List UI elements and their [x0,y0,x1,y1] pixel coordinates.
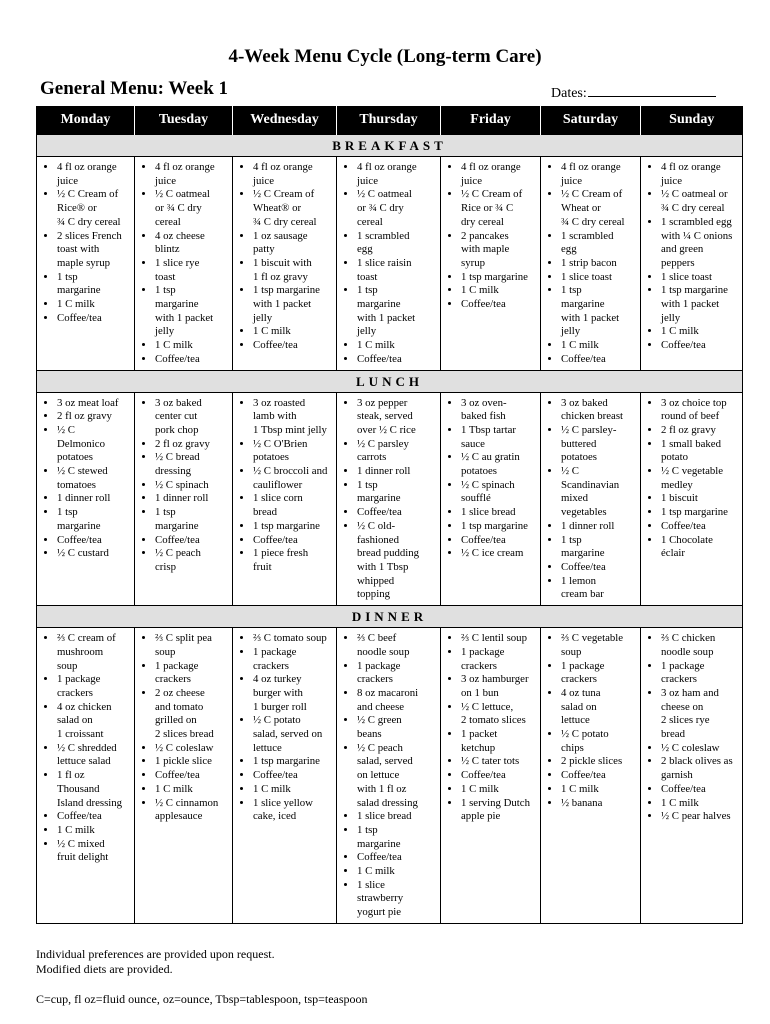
menu-item: • Coffee/tea [461,534,538,548]
menu-item: • ½ C oatmeal or ¾ C dry cereal [661,188,740,215]
menu-item: • 1 package crackers [661,660,740,687]
menu-item: • Coffee/tea [253,769,334,783]
lunch-cell-saturday [541,392,641,606]
menu-item-list [545,632,638,810]
menu-item: • ½ C Cream of Wheat® or ¾ C dry cereal [253,188,334,229]
menu-item: • Coffee/tea [661,520,740,534]
menu-item: • 4 fl oz orange juice [357,161,438,188]
menu-item: • 1 tsp margarine [57,271,132,298]
breakfast-cell-saturday [541,157,641,371]
menu-item: • 4 oz chicken salad on 1 croissant [57,701,132,742]
section-header-lunch: LUNCH [37,370,743,392]
menu-item: • ½ C Scandinavian mixed vegetables [561,465,638,520]
section-header-breakfast: BREAKFAST [37,135,743,157]
menu-item-list [341,161,438,367]
menu-item: • ½ C peach salad, served on lettuce with 1 fl oz salad dressing [357,742,438,811]
menu-item: • 1 slice yellow cake, iced [253,797,334,824]
breakfast-cell-tuesday [135,157,233,371]
menu-item-list [139,161,230,367]
menu-item: • ½ C Cream of Wheat or ¾ C dry cereal [561,188,638,229]
menu-item: • 3 oz ham and cheese on 2 slices rye bread [661,687,740,742]
menu-item: • 1 package crackers [357,660,438,687]
menu-item: • ⅔ C lentil soup [461,632,538,646]
dates-field [551,83,716,102]
menu-item: • 4 oz tuna salad on lettuce [561,687,638,728]
menu-item: • ½ C potato salad, served on lettuce [253,714,334,755]
menu-item: • 3 oz baked center cut pork chop [155,397,230,438]
menu-item: • ⅔ C beef noodle soup [357,632,438,659]
menu-item: • Coffee/tea [253,339,334,353]
menu-item: • 2 oz cheese and tomato grilled on 2 slices bread [155,687,230,742]
menu-item: • 4 fl oz orange juice [661,161,740,188]
menu-item: • Coffee/tea [155,353,230,367]
menu-item: • 8 oz macaroni and cheese [357,687,438,714]
menu-item: • Coffee/tea [561,353,638,367]
menu-item: • ½ banana [561,797,638,811]
menu-item: • ½ C bread dressing [155,451,230,478]
menu-item: • ½ C tater tots [461,755,538,769]
menu-item: • ½ C vegetable medley [661,465,740,492]
menu-row-breakfast [37,157,743,371]
menu-item: • Coffee/tea [357,851,438,865]
menu-item: • 1 slice bread [357,810,438,824]
menu-item: • 3 oz baked chicken breast [561,397,638,424]
menu-item: • 1 slice bread [461,506,538,520]
menu-item: • ⅔ C vegetable soup [561,632,638,659]
menu-item: • 1 tsp margarine with 1 packet jelly [357,284,438,339]
menu-item: • Coffee/tea [661,783,740,797]
breakfast-cell-friday [441,157,541,371]
menu-item: • Coffee/tea [57,810,132,824]
menu-item: • 1 small baked potato [661,438,740,465]
day-header-tuesday: Tuesday [135,106,233,135]
dinner-cell-tuesday [135,628,233,924]
day-header-row [37,106,743,135]
menu-item: • 1 package crackers [461,646,538,673]
menu-item-list [445,632,538,824]
day-header-thursday: Thursday [337,106,441,135]
menu-item: • ½ C ice cream [461,547,538,561]
menu-item: • ½ C coleslaw [661,742,740,756]
menu-item: • Coffee/tea [461,298,538,312]
lunch-cell-friday [441,392,541,606]
menu-item: • ½ C mixed fruit delight [57,838,132,865]
menu-item: • 1 lemon cream bar [561,575,638,602]
menu-item: • 1 C milk [253,783,334,797]
dinner-cell-sunday [641,628,743,924]
menu-item: • ⅔ C tomato soup [253,632,334,646]
menu-item-list [139,397,230,575]
menu-item: • 4 fl oz orange juice [253,161,334,188]
menu-item: • ½ C old- fashioned bread pudding with 1 Tbsp whipped topping [357,520,438,602]
menu-item: • 1 tsp margarine [253,755,334,769]
menu-item: • 1 tsp margarine [155,506,230,533]
day-header-saturday: Saturday [541,106,641,135]
menu-subtitle: General Menu: Week 1 [40,78,229,99]
menu-item-list [645,161,740,353]
lunch-cell-wednesday [233,392,337,606]
menu-item: • ½ C Cream of Rice® or ¾ C dry cereal [57,188,132,229]
menu-item: • ½ C coleslaw [155,742,230,756]
menu-item: • ½ C stewed tomatoes [57,465,132,492]
menu-item: • 1 slice corn bread [253,492,334,519]
menu-item: • Coffee/tea [155,534,230,548]
menu-item: • ½ C broccoli and cauliflower [253,465,334,492]
menu-item: • ½ C oatmeal or ¾ C dry cereal [155,188,230,229]
menu-item: • 1 slice toast [561,271,638,285]
menu-item: • 1 C milk [357,865,438,879]
menu-item: • ½ C spinach soufflé [461,479,538,506]
menu-row-lunch [37,392,743,606]
menu-item: • 1 tsp margarine [561,534,638,561]
footer-diets-note: Modified diets are provided. [36,962,173,976]
menu-item: • ½ C parsley- buttered potatoes [561,424,638,465]
menu-item: • 1 dinner roll [57,492,132,506]
menu-item: • 3 oz pepper steak, served over ½ C rice [357,397,438,438]
menu-item: • 1 tsp margarine with 1 packet jelly [155,284,230,339]
menu-item: • Coffee/tea [357,506,438,520]
menu-item: • 1 strip bacon [561,257,638,271]
menu-item: • 1 tsp margarine with 1 packet jelly [661,284,740,325]
menu-item: • 1 slice raisin toast [357,257,438,284]
menu-item: • ½ C green beans [357,714,438,741]
menu-item-list [545,397,638,603]
menu-item: • 3 oz roasted lamb with 1 Tbsp mint jelly [253,397,334,438]
dates-blank-line [588,83,716,97]
menu-item: • 4 oz turkey burger with 1 burger roll [253,673,334,714]
menu-item: • Coffee/tea [357,353,438,367]
menu-item-list [237,632,334,824]
menu-item: • ½ C O'Brien potatoes [253,438,334,465]
menu-item: • ½ C custard [57,547,132,561]
menu-item: • Coffee/tea [253,534,334,548]
dinner-cell-thursday [337,628,441,924]
footer-preferences-note: Individual preferences are provided upon request. [36,947,275,961]
breakfast-cell-sunday [641,157,743,371]
day-header-wednesday: Wednesday [233,106,337,135]
menu-item: • 2 fl oz gravy [661,424,740,438]
menu-item: • Coffee/tea [561,769,638,783]
menu-item: • 1 scrambled egg with ¼ C onions and green peppers [661,216,740,271]
menu-item: • 1 dinner roll [561,520,638,534]
menu-item-list [237,161,334,353]
dates-label: Dates: [551,86,587,101]
menu-item: • 1 biscuit with 1 fl oz gravy [253,257,334,284]
menu-item: • ⅔ C split pea soup [155,632,230,659]
menu-item: • 2 black olives as garnish [661,755,740,782]
menu-item-list [445,397,538,561]
menu-item: • 1 Chocolate éclair [661,534,740,561]
menu-item: • ½ C Cream of Rice or ¾ C dry cereal [461,188,538,229]
menu-item: • 1 C milk [253,325,334,339]
menu-item: • 1 oz sausage patty [253,230,334,257]
menu-item: • 1 C milk [357,339,438,353]
menu-item-list [645,632,740,824]
menu-item-list [645,397,740,561]
menu-item: • ½ C cinnamon applesauce [155,797,230,824]
menu-item: • 1 packet ketchup [461,728,538,755]
menu-item: • 4 fl oz orange juice [155,161,230,188]
menu-item: • 1 package crackers [253,646,334,673]
section-header-dinner: DINNER [37,606,743,628]
breakfast-cell-monday [37,157,135,371]
menu-item: • 1 scrambled egg [561,230,638,257]
menu-item: • 1 tsp margarine [357,824,438,851]
menu-item: • 1 Tbsp tartar sauce [461,424,538,451]
menu-item: • Coffee/tea [57,312,132,326]
menu-item: • ½ C lettuce, 2 tomato slices [461,701,538,728]
menu-item: • 4 fl oz orange juice [57,161,132,188]
menu-item-list [545,161,638,367]
menu-item: • 1 serving Dutch apple pie [461,797,538,824]
dinner-cell-wednesday [233,628,337,924]
dinner-cell-friday [441,628,541,924]
menu-item: • 1 tsp margarine [253,520,334,534]
menu-item: • 1 C milk [661,325,740,339]
dinner-cell-saturday [541,628,641,924]
menu-item: • 1 C milk [461,783,538,797]
menu-item: • ½ C oatmeal or ¾ C dry cereal [357,188,438,229]
menu-item-list [41,632,132,865]
menu-item: • Coffee/tea [561,561,638,575]
menu-item: • 1 tsp margarine [57,506,132,533]
day-header-monday: Monday [37,106,135,135]
menu-item-list [445,161,538,312]
menu-item: • ½ C peach crisp [155,547,230,574]
menu-item: • Coffee/tea [57,534,132,548]
menu-item: • ½ C spinach [155,479,230,493]
breakfast-cell-wednesday [233,157,337,371]
menu-item: • 1 tsp margarine [661,506,740,520]
menu-item: • 3 oz oven- baked fish [461,397,538,424]
lunch-cell-tuesday [135,392,233,606]
menu-item: • 1 piece fresh fruit [253,547,334,574]
menu-item: • 2 fl oz gravy [57,410,132,424]
menu-item: • 2 fl oz gravy [155,438,230,452]
day-header-friday: Friday [441,106,541,135]
menu-item: • ½ C au gratin potatoes [461,451,538,478]
menu-item: • Coffee/tea [155,769,230,783]
menu-item: • 1 slice toast [661,271,740,285]
lunch-cell-thursday [337,392,441,606]
menu-item: • 1 dinner roll [155,492,230,506]
menu-item: • 1 tsp margarine [461,271,538,285]
menu-row-dinner [37,628,743,924]
menu-item: • ⅔ C chicken noodle soup [661,632,740,659]
menu-item-list [41,397,132,561]
menu-item: • 2 pancakes with maple syrup [461,230,538,271]
menu-item: • 1 package crackers [57,673,132,700]
menu-item: • 3 oz choice top round of beef [661,397,740,424]
day-header-sunday: Sunday [641,106,743,135]
dinner-cell-monday [37,628,135,924]
menu-item-list [41,161,132,325]
menu-item: • 1 C milk [57,824,132,838]
page-title: 4-Week Menu Cycle (Long-term Care) [228,46,542,67]
menu-item-list [139,632,230,824]
menu-item: • 1 tsp margarine [461,520,538,534]
menu-item: • 1 tsp margarine with 1 packet jelly [253,284,334,325]
footer-abbreviations: C=cup, fl oz=fluid ounce, oz=ounce, Tbsp=tablespoon, tsp=teaspoon [36,992,368,1006]
breakfast-cell-thursday [337,157,441,371]
menu-item: • ½ C shredded lettuce salad [57,742,132,769]
menu-item: • 4 oz cheese blintz [155,230,230,257]
menu-item-list [341,632,438,920]
menu-item: • 1 C milk [57,298,132,312]
menu-item: • 1 C milk [561,783,638,797]
menu-item: • 1 slice strawberry yogurt pie [357,879,438,920]
menu-item: • 1 package crackers [561,660,638,687]
menu-item: • 1 pickle slice [155,755,230,769]
menu-item: • 1 dinner roll [357,465,438,479]
section-row-dinner [37,606,743,628]
menu-item: • 1 scrambled egg [357,230,438,257]
section-row-breakfast [37,135,743,157]
menu-item-list [341,397,438,603]
menu-item: • ½ C Delmonico potatoes [57,424,132,465]
menu-item: • ½ C parsley carrots [357,438,438,465]
menu-item: • 3 oz meat loaf [57,397,132,411]
menu-item: • 1 C milk [661,797,740,811]
menu-item: • 1 package crackers [155,660,230,687]
menu-item-list [237,397,334,575]
menu-item: • 4 fl oz orange juice [561,161,638,188]
menu-item: • 1 fl oz Thousand Island dressing [57,769,132,810]
section-row-lunch [37,370,743,392]
lunch-cell-sunday [641,392,743,606]
lunch-cell-monday [37,392,135,606]
menu-item: • 1 slice rye toast [155,257,230,284]
menu-item: • 1 C milk [155,783,230,797]
menu-item: • 1 C milk [461,284,538,298]
menu-item: • ⅔ C cream of mushroom soup [57,632,132,673]
menu-item: • 2 slices French toast with maple syrup [57,230,132,271]
menu-item: • ½ C potato chips [561,728,638,755]
menu-item: • 1 tsp margarine with 1 packet jelly [561,284,638,339]
menu-item: • 1 C milk [155,339,230,353]
menu-item: • Coffee/tea [461,769,538,783]
menu-item: • 1 biscuit [661,492,740,506]
menu-item: • Coffee/tea [661,339,740,353]
menu-item: • ½ C pear halves [661,810,740,824]
menu-item: • 4 fl oz orange juice [461,161,538,188]
menu-item: • 1 C milk [561,339,638,353]
menu-table [36,106,743,924]
menu-item: • 1 tsp margarine [357,479,438,506]
menu-item: • 3 oz hamburger on 1 bun [461,673,538,700]
menu-item: • 2 pickle slices [561,755,638,769]
